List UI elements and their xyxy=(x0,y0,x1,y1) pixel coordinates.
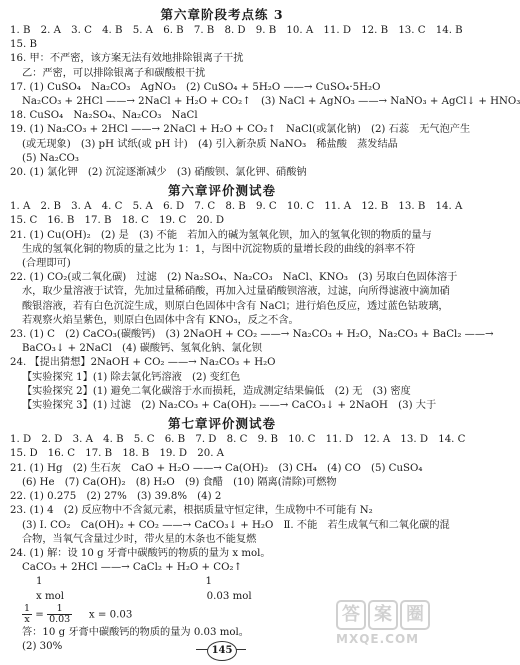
fraction-result: x = 0.03 xyxy=(88,609,133,621)
answer-line: BaCO₃↓ + 2NaCl (4) 碳酸钙、氢氧化钠、氯化钡 xyxy=(22,343,262,355)
answer-line: 23. (1) C (2) CaCO₃(碳酸钙) (3) 2NaOH + CO₂ ——→ Na₂CO₃ + H₂O，Na₂CO₃ + BaCl₂ ——→ xyxy=(10,329,494,341)
answer-line: 24. 【提出猜想】2NaOH + CO₂ ——→ Na₂CO₃ + H₂O xyxy=(10,357,276,369)
answer-line: 19. (1) Na₂CO₃ + 2HCl ——→ 2NaCl + H₂O + CO₂↑ NaCl(或氯化钠) (2) 石蕊 无气泡产生 xyxy=(10,124,471,136)
answer-line: 23. (1) 4 (2) 反应物中不含氮元素，根据质量守恒定律，生成物中不可能有 N₂ xyxy=(10,505,373,517)
answer-line: 1 1 xyxy=(36,576,212,588)
answer-line: 1. D 2. D 3. A 4. B 5. C 6. B 7. D 8. C 9. B 10. C 11. D 12. A 13. D 14. C xyxy=(10,434,466,446)
answer-line: 24. (1) 解：设 10 g 牙膏中碳酸钙的物质的量为 x mol。 xyxy=(10,547,271,559)
answer-line: 17. (1) CuSO₄ Na₂CO₃ AgNO₃ (2) CuSO₄ + 5H₂O ——→ CuSO₄·5H₂O xyxy=(10,81,381,93)
answer-line: 21. (1) Cu(OH)₂ (2) 是 (3) 不能 若加入的碱为氢氧化钡，加入的氢氧化钡的物质的量与 xyxy=(10,229,432,241)
answer-line: 15. C 16. B 17. B 18. C 19. C 20. D xyxy=(10,215,225,227)
fraction-left: $\frac{1}{x}$ xyxy=(24,602,31,625)
answer-line: 酸银溶液，若有白色沉淀生成，则原白色固体中含有 NaCl；进行焰色反应，透过蓝色钴玻璃， xyxy=(22,300,449,312)
answer-line: 22. (1) 0.275 (2) 27% (3) 39.8% (4) 2 xyxy=(10,491,222,503)
section-title: 第七章评价测试卷 xyxy=(167,416,276,432)
answer-line: 1. B 2. A 3. C 4. B 5. A 6. B 7. B 8. D 9. B 10. A 11. D 12. B 13. C 14. B xyxy=(10,25,463,36)
answer-line: 合物，当氧气含量过少时，带火星的木条也不能复燃 xyxy=(22,533,257,545)
section-1 xyxy=(10,6,520,180)
answer-line: 18. CuSO₄ Na₂SO₄、Na₂CO₃ NaCl xyxy=(10,110,198,122)
answer-line: Na₂CO₃ + 2HCl ——→ 2NaCl + H₂O + CO₂↑ (3) NaCl + AgNO₃ ——→ NaNO₃ + AgCl↓ + HNO₃ xyxy=(22,96,520,108)
answer-line: (5) Na₂CO₃ xyxy=(22,152,79,164)
answer-line: (3) Ⅰ. CO₂ Ca(OH)₂ + CO₂ ——→ CaCO₃↓ + H₂O Ⅱ. 不能 若生成氧气和二氧化碳的混 xyxy=(22,519,450,531)
answer-line: 16. 甲：不严密，该方案无法有效地排除银离子干扰 xyxy=(10,53,244,65)
answer-line: 生成的氢氧化铜的物质的量之比为 1：1，与图中沉淀物质的量增长段的曲线的斜率不符 xyxy=(22,243,416,255)
answer-line: x mol 0.03 mol xyxy=(36,590,252,602)
proportion-equation: $\frac{1}{x}$ = $\frac{1}{0.03}$ x = 0.03 xyxy=(24,602,133,625)
answer-line: CaCO₃ + 2HCl ——→ CaCl₂ + H₂O + CO₂↑ xyxy=(22,562,243,574)
answer-line: 20. (1) 氯化钾 (2) 沉淀逐渐减少 (3) 硝酸钡、氯化钾、硝酸钠 xyxy=(10,167,307,179)
answer-line: (合理即可) xyxy=(22,258,71,270)
answer-line: 【实验探究 3】(1) 过滤 (2) Na₂CO₃ + Ca(OH)₂ ——→ CaCO₃↓ + 2NaOH (3) 大于 xyxy=(22,400,437,412)
answer-line: 【实验探究 1】(1) 除去氯化钙溶液 (2) 变红色 xyxy=(22,371,241,383)
page-number: 145 xyxy=(207,641,237,661)
answer-line: (或无现象) (3) pH 试纸(或 pH 计) (4) 引入新杂质 NaNO₃ 稀盐酸 蒸发结晶 xyxy=(22,138,398,150)
watermark-char: 圈 xyxy=(400,600,430,630)
watermark-char: 答 xyxy=(336,600,366,630)
answer-line: (2) 30% xyxy=(22,640,63,652)
answer-line: 水，取少量溶液于试管，先加过量稀硝酸，再加入过量硝酸钡溶液，过滤，向所得滤液中滴加硝 xyxy=(22,286,450,298)
answer-line: 15. D 16. C 17. B 18. B 19. D 20. A xyxy=(10,448,225,460)
watermark-logo xyxy=(336,600,440,660)
section-title: 第六章评价测试卷 xyxy=(167,183,276,199)
answer-line: 乙：严密，可以排除银离子和碳酸根干扰 xyxy=(22,67,206,79)
section-2 xyxy=(10,182,494,413)
watermark-url: MXQE.COM xyxy=(336,632,420,646)
answer-line: 若观察火焰呈紫色，则原白色固体中含有 KNO₃，反之不含。 xyxy=(22,314,299,326)
answer-line: (6) He (7) Ca(OH)₂ (8) H₂O (9) 食醋 (10) 隔离(清除)可燃物 xyxy=(22,476,337,488)
watermark-char: 案 xyxy=(368,600,398,630)
answer-line: 【实验探究 2】(1) 避免二氧化碳溶于水而损耗，造成测定结果偏低 (2) 无 (3) 密度 xyxy=(22,385,411,397)
section-title: 第六章阶段考点练 3 xyxy=(160,7,284,22)
answer-line: 21. (1) Hg (2) 生石灰 CaO + H₂O ——→ Ca(OH)₂ (3) CH₄ (4) CO (5) CuSO₄ xyxy=(10,462,423,474)
answer-line: 15. B xyxy=(10,39,37,51)
answer-line: 1. A 2. B 3. A 4. C 5. A 6. D 7. C 8. B 9. C 10. C 11. A 12. B 13. B 14. A xyxy=(10,201,463,213)
answer-line: 22. (1) CO₂(或二氧化碳) 过滤 (2) Na₂SO₄、Na₂CO₃ NaCl、KNO₃ (3) 另取白色固体溶于 xyxy=(10,272,458,284)
fraction-right: $\frac{1}{0.03}$ xyxy=(49,602,71,625)
answer-line: 答：10 g 牙膏中碳酸钙的物质的量为 0.03 mol。 xyxy=(22,626,249,638)
